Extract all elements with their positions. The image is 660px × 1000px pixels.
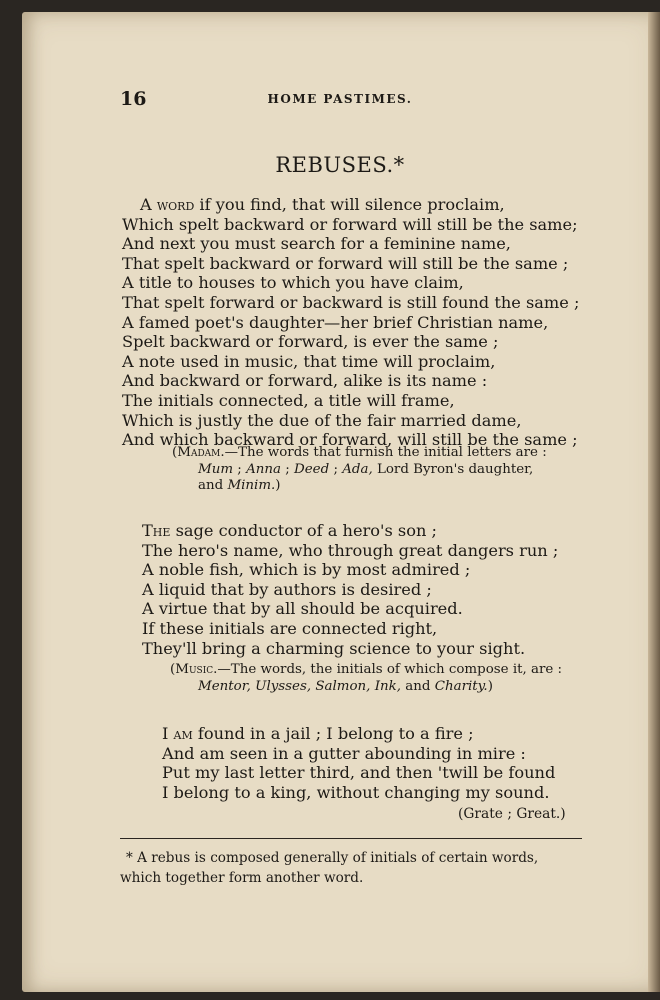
- paren: (: [170, 662, 176, 677]
- answer-item: Minim.: [227, 478, 276, 494]
- running-head: HOME PASTIMES.: [267, 92, 413, 106]
- verse-line: And am seen in a gutter abounding in mire :: [162, 743, 526, 763]
- answer-item: Ada,: [342, 461, 373, 477]
- verse-line: They'll bring a charming science to your sight.: [142, 638, 526, 658]
- separator: ;: [280, 461, 295, 477]
- verse-line: The hero's name, who through great dangers run ;: [142, 540, 559, 560]
- answer-word: Madam.: [177, 445, 225, 460]
- verse-line: Spelt backward or forward, is ever the same ;: [122, 332, 499, 352]
- separator: ;: [233, 461, 247, 477]
- verse-line: Which spelt backward or forward will still be the same;: [122, 214, 578, 234]
- paren: ): [275, 478, 281, 494]
- rebus-3-answer: (Grate ; Great.): [458, 806, 566, 822]
- verse-line: And which backward or forward, will still be the same ;: [122, 430, 578, 450]
- verse-line: A liquid that by authors is desired ;: [142, 579, 432, 599]
- verse-line: And backward or forward, alike is its name :: [122, 371, 488, 391]
- answer-text: —The words, the initials of which compose it, are :: [217, 662, 563, 677]
- answer-item: Ink,: [374, 678, 402, 694]
- footnote-line: * A rebus is composed generally of initials of certain words,: [126, 850, 539, 866]
- rebus-1-answer: [172, 445, 547, 495]
- page-edge: [648, 12, 660, 992]
- answer-word: Music.: [175, 662, 218, 677]
- footnote-line: which together form another word.: [120, 870, 364, 886]
- rebus-2-opening-text: sage conductor of a hero's son ;: [170, 521, 437, 540]
- footnote: [120, 848, 539, 888]
- answer-item: Salmon,: [315, 678, 371, 694]
- verse-line: I belong to a king, without changing my sound.: [162, 782, 550, 802]
- rebus-3-verse: [162, 724, 555, 802]
- rebus-2-opening-word: The: [142, 521, 171, 540]
- verse-line: And next you must search for a feminine name,: [122, 234, 511, 254]
- answer-text: Lord Byron's daughter,: [372, 461, 534, 477]
- verse-line: A famed poet's daughter—her brief Christian name,: [122, 312, 549, 332]
- verse-line: A title to houses to which you have claim,: [122, 273, 464, 293]
- footnote-rule: [120, 838, 582, 839]
- answer-text: and: [401, 678, 435, 694]
- answer-item: Anna: [246, 461, 281, 477]
- verse-line: A note used in music, that time will proclaim,: [122, 351, 496, 371]
- answer-item: Mum: [198, 461, 234, 477]
- paren: ): [487, 678, 493, 694]
- answer-item: Ulysses,: [255, 678, 312, 694]
- rebus-3-opening-word: I am: [162, 724, 193, 743]
- verse-line: [142, 521, 558, 541]
- verse-line: That spelt backward or forward will still be the same ;: [122, 253, 569, 273]
- answer-item: Charity.: [434, 678, 488, 694]
- rebus-1-opening-word: A word: [140, 195, 195, 214]
- verse-line: That spelt forward or backward is still found the same ;: [122, 292, 580, 312]
- rebus-1-verse: [122, 195, 579, 450]
- answer-item: Mentor,: [198, 678, 251, 694]
- verse-line: Which is justly the due of the fair married dame,: [122, 410, 522, 430]
- verse-line: [162, 724, 555, 744]
- rebus-2-answer: [170, 662, 562, 695]
- page-number: 16: [120, 88, 147, 110]
- verse-line: A noble fish, which is by most admired ;: [142, 560, 471, 580]
- verse-line: Put my last letter third, and then 'twill be found: [162, 763, 556, 783]
- verse-line: If these initials are connected right,: [142, 618, 438, 638]
- paren: (: [172, 445, 178, 460]
- rebus-2-verse: [142, 521, 558, 658]
- verse-line: The initials connected, a title will frame,: [122, 390, 455, 410]
- answer-text: —The words that furnish the initial letters are :: [224, 445, 547, 460]
- answer-text: and: [198, 478, 228, 494]
- answer-item: Deed: [294, 461, 330, 477]
- separator: ;: [329, 461, 343, 477]
- verse-line: [122, 195, 579, 215]
- rebus-3-opening-text: found in a jail ; I belong to a fire ;: [192, 724, 474, 743]
- book-page: [22, 12, 658, 992]
- verse-line: A virtue that by all should be acquired.: [142, 599, 463, 619]
- rebus-1-opening-text: if you find, that will silence proclaim,: [194, 195, 505, 214]
- section-title: REBUSES.*: [275, 153, 405, 177]
